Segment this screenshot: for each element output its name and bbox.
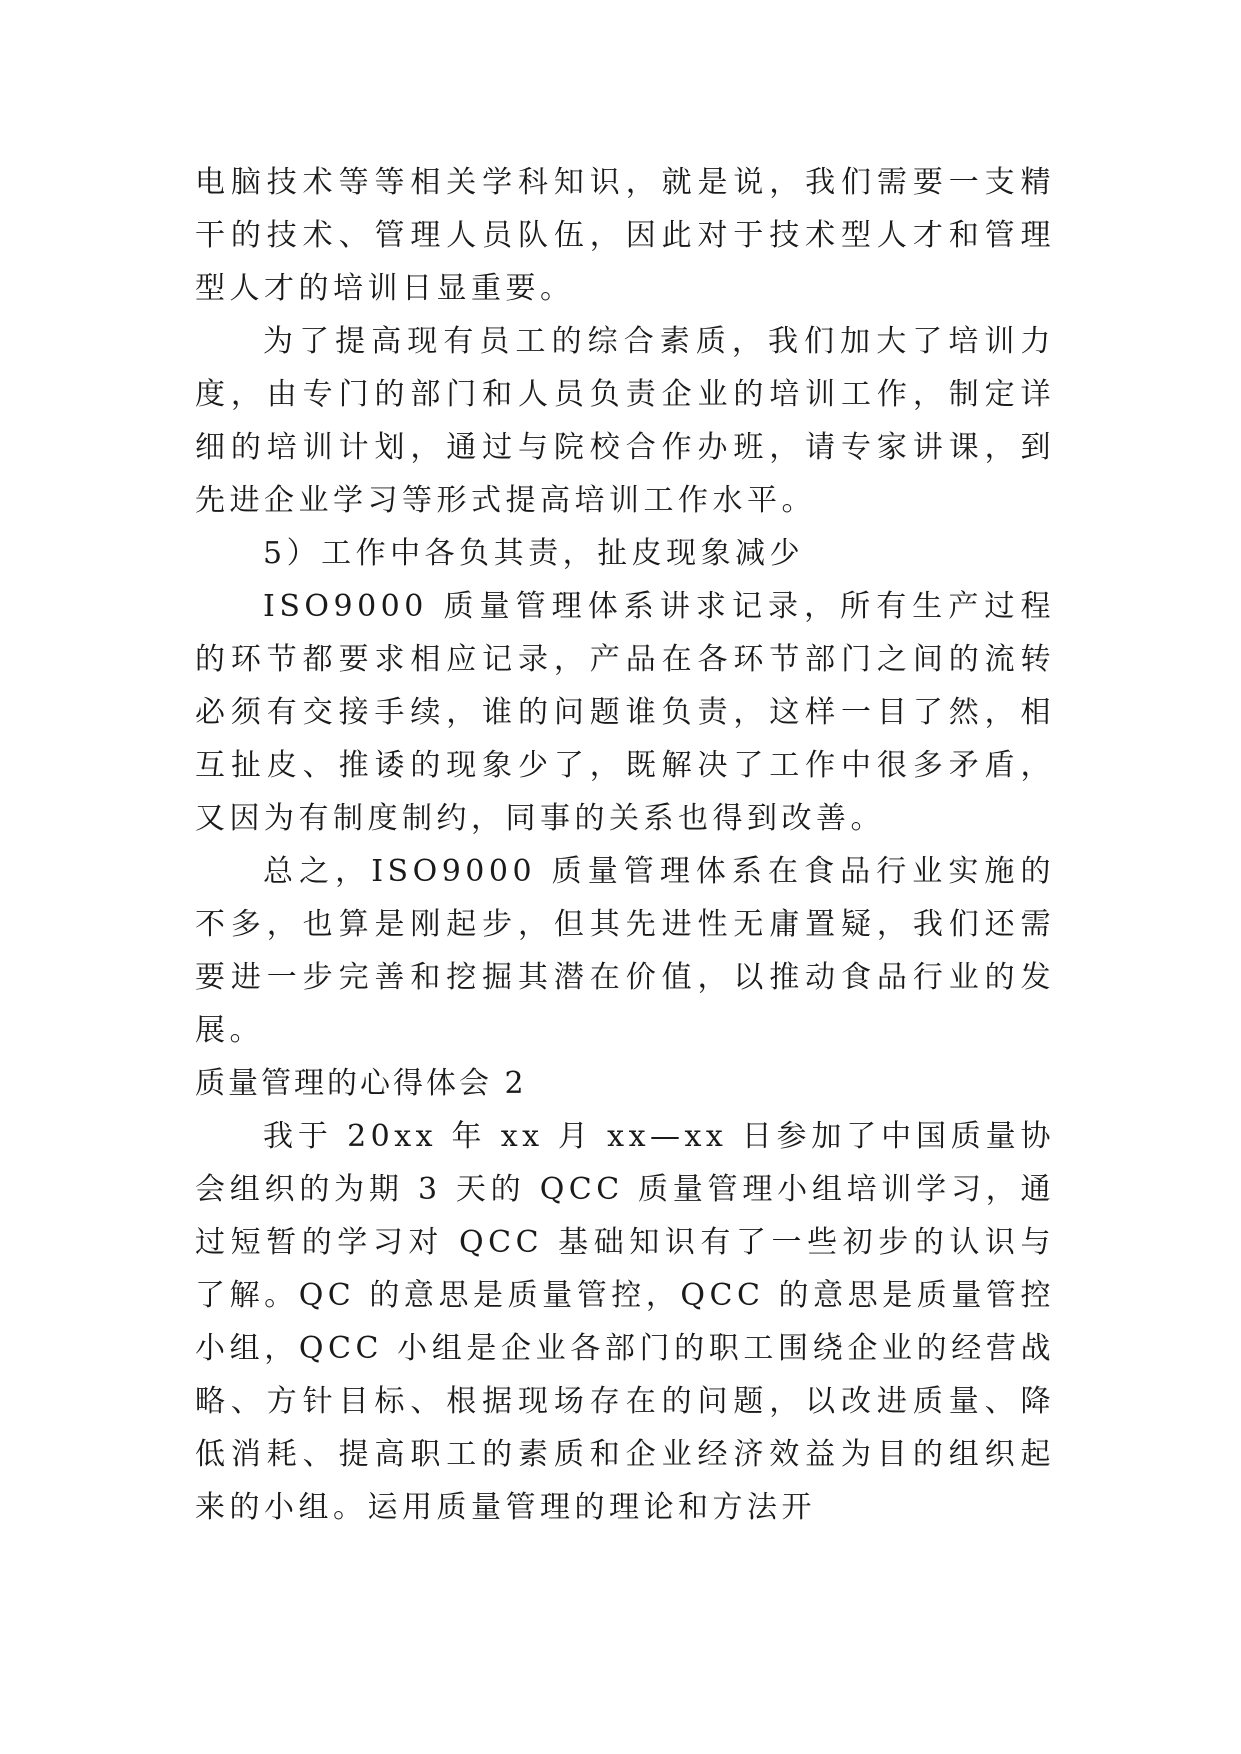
paragraph-conclusion: 总之，ISO9000 质量管理体系在食品行业实施的不多，也算是刚起步，但其先进性无庸置疑，我们还需要进一步完善和挖掘其潜在价值，以推动食品行业的发展。 [195,854,1055,1048]
paragraph-qcc-intro: 我于 20xx 年 xx 月 xx—xx 日参加了中国质量协会组织的为期 3 天的 QCC 质量管理小组培训学习，通过短暂的学习对 QCC 基础知识有了一些初步的认识与了解。QC 的意思是质量管控，QCC 的意思是质量管控小组，QCC 小组是企业各部门的职工围绕企业的经营战略、方针目标、根据现场存在的问题，以改进质量、降低消耗、提高职工的素质和企业经济效益为目的组织起来的小组。运用质量管理的理论和方法开 [195,1119,1055,1525]
paragraph-iso9000-records: ISO9000 质量管理体系讲求记录，所有生产过程的环节都要求相应记录，产品在各环节部门之间的流转必须有交接手续，谁的问题谁负责，这样一目了然，相互扯皮、推诿的现象少了，既解决了工作中很多矛盾，又因为有制度制约，同事的关系也得到改善。 [195,589,1055,836]
document-page [195,156,1055,1534]
paragraph-training: 为了提高现有员工的综合素质，我们加大了培训力度，由专门的部门和人员负责企业的培训工作，制定详细的培训计划，通过与院校合作办班，请专家讲课，到先进企业学习等形式提高培训工作水平。 [195,324,1055,518]
section-heading: 质量管理的心得体会 2 [195,1066,527,1101]
paragraph-continuation: 电脑技术等等相关学科知识，就是说，我们需要一支精干的技术、管理人员队伍，因此对于技术型人才和管理型人才的培训日显重要。 [195,165,1055,306]
section-item-5: 5）工作中各负其责，扯皮现象减少 [263,536,805,571]
